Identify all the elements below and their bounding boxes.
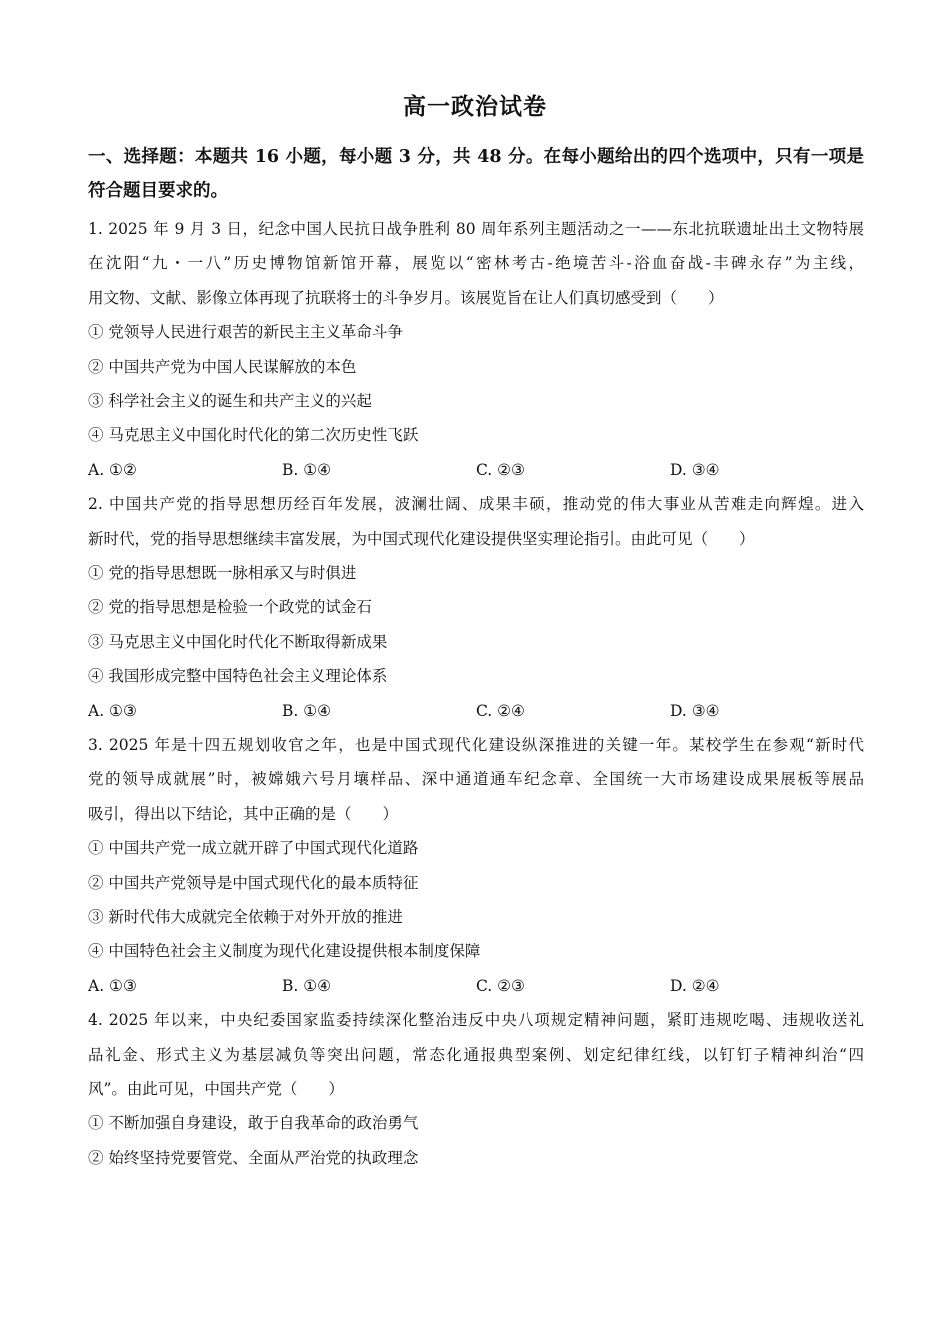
answer-option-b[interactable]: B. ①④: [282, 976, 332, 995]
question-stem-line: 1. 2025 年 9 月 3 日，纪念中国人民抗日战争胜利 80 周年系列主题活动之一——东北抗联遗址出土文物特展: [88, 220, 864, 238]
question-stem-line: 在沈阳“九・一八”历史博物馆新馆开幕，展览以“密林考古-绝境苦斗-浴血奋战-丰碑永存”为主线，: [88, 254, 864, 273]
answer-option-b[interactable]: B. ①④: [282, 701, 332, 720]
section-heading: 一、选择题：本题共 16 小题，每小题 3 分，共 48 分。在每小题给出的四个选项中，只有一项是符合题目要求的。: [88, 147, 864, 201]
statement-item: ① 不断加强自身建设，敢于自我革命的政治勇气: [88, 1114, 419, 1133]
answer-option-b[interactable]: B. ①④: [282, 460, 332, 479]
statement-item: ③ 新时代伟大成就完全依赖于对外开放的推进: [88, 908, 403, 926]
statement-item: ① 党的指导思想既一脉相承又与时俱进: [88, 564, 357, 582]
question-stem-line: 3. 2025 年是十四五规划收官之年，也是中国式现代化建设纵深推进的关键一年。某校学生在参观“新时代: [88, 736, 864, 754]
question-stem-line: 吸引，得出以下结论，其中正确的是（ ）: [88, 804, 399, 823]
statement-item: ③ 马克思主义中国化时代化不断取得新成果: [88, 632, 388, 651]
answer-option-c[interactable]: C. ②③: [476, 976, 525, 995]
statement-item: ④ 马克思主义中国化时代化的第二次历史性飞跃: [88, 426, 419, 445]
answer-option-c[interactable]: C. ②③: [476, 460, 525, 479]
answer-option-a[interactable]: A. ①③: [88, 976, 137, 995]
statement-item: ① 中国共产党一成立就开辟了中国式现代化道路: [88, 839, 419, 858]
answer-option-d[interactable]: D. ③④: [670, 701, 720, 720]
answer-option-a[interactable]: A. ①②: [88, 460, 137, 479]
answer-option-d[interactable]: D. ③④: [670, 460, 720, 479]
answer-option-d[interactable]: D. ②④: [670, 976, 720, 995]
question-stem-line: 4. 2025 年以来，中央纪委国家监委持续深化整治违反中央八项规定精神问题，紧盯违规吃喝、违规收送礼: [88, 1011, 864, 1030]
statement-item: ④ 中国特色社会主义制度为现代化建设提供根本制度保障: [88, 942, 481, 961]
statement-item: ② 党的指导思想是检验一个政党的试金石: [88, 598, 372, 617]
page-title: 高一政治试卷: [403, 93, 547, 120]
answer-option-a[interactable]: A. ①③: [88, 701, 137, 720]
question-stem-line: 品礼金、形式主义为基层减负等突出问题，常态化通报典型案例、划定纪律红线，以钉钉子精神纠治“四: [88, 1045, 864, 1064]
statement-item: ① 党领导人民进行艰苦的新民主主义革命斗争: [88, 323, 403, 342]
statement-item: ④ 我国形成完整中国特色社会主义理论体系: [88, 667, 388, 686]
answer-option-c[interactable]: C. ②④: [476, 701, 525, 720]
statement-item: ② 中国共产党为中国人民谋解放的本色: [88, 357, 357, 376]
question-stem-line: 风”。由此可见，中国共产党（ ）: [88, 1080, 344, 1098]
question-stem-line: 用文物、文献、影像立体再现了抗联将士的斗争岁月。该展览旨在让人们真切感受到（ ）: [88, 288, 724, 307]
statement-item: ③ 科学社会主义的诞生和共产主义的兴起: [88, 392, 372, 410]
statement-item: ② 中国共产党领导是中国式现代化的最本质特征: [88, 873, 419, 892]
question-stem-line: 新时代，党的指导思想继续丰富发展，为中国式现代化建设提供坚实理论指引。由此可见（ ）: [88, 529, 755, 548]
question-stem-line: 党的领导成就展”时，被嫦娥六号月壤样品、深中通道通车纪念章、全国统一大市场建设成果展板等展品: [88, 770, 864, 789]
statement-item: ② 始终坚持党要管党、全面从严治党的执政理念: [88, 1148, 419, 1167]
question-stem-line: 2. 中国共产党的指导思想历经百年发展，波澜壮阔、成果丰硕，推动党的伟大事业从苦难走向辉煌。进入: [88, 495, 864, 514]
